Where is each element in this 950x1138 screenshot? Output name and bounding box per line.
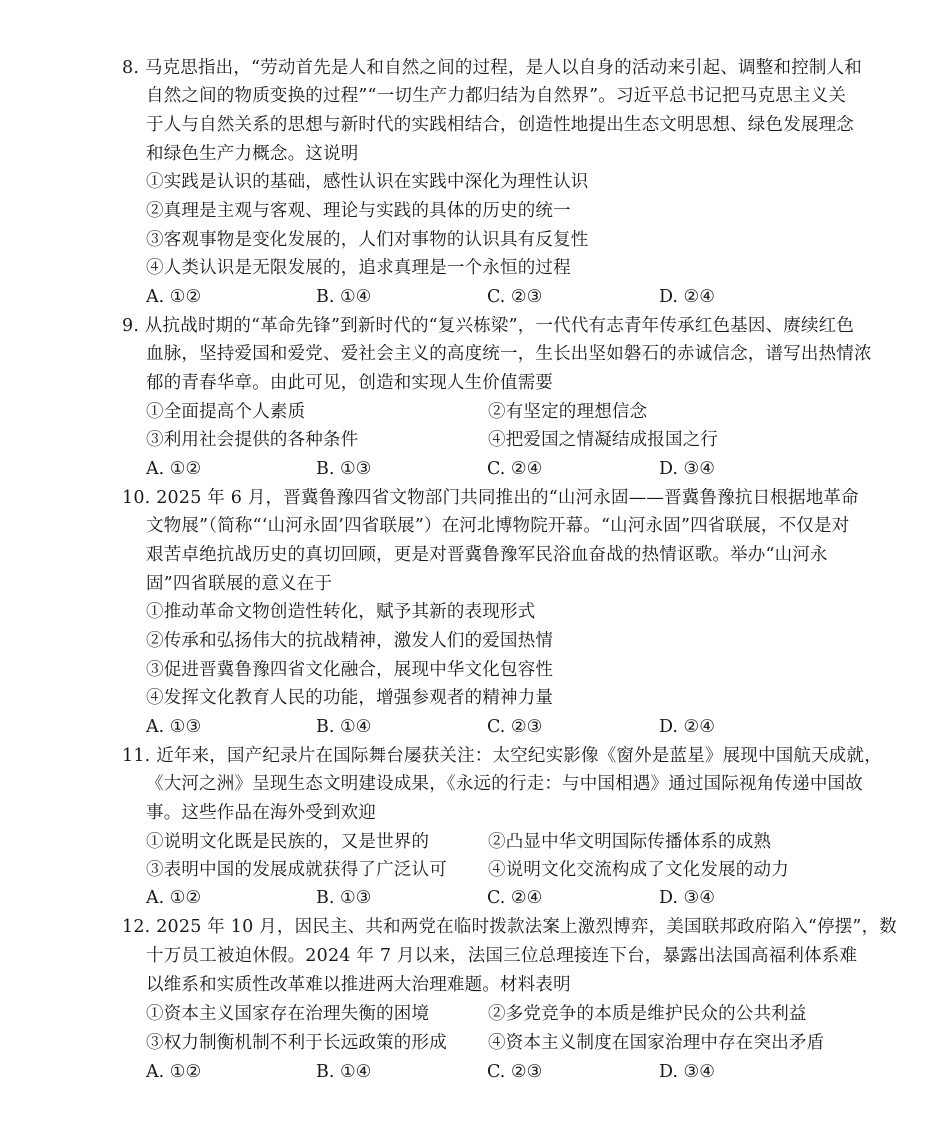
question-8-statement-3: ③客观事物是变化发展的，人们对事物的认识具有反复性 — [146, 230, 589, 250]
question-11-choice-c[interactable]: C. ②④ — [487, 888, 543, 908]
question-12-statement-4: ④资本主义制度在国家治理中存在突出矛盾 — [488, 1033, 825, 1053]
question-12-choice-d[interactable]: D. ③④ — [659, 1062, 715, 1082]
question-12-statement-1: ①资本主义国家存在治理失衡的困境 — [146, 1004, 430, 1024]
question-8-choice-b[interactable]: B. ①④ — [316, 287, 372, 307]
question-9-statement-2: ②有坚定的理想信念 — [488, 402, 648, 422]
question-8-statement-4: ④人类认识是无限发展的，追求真理是一个永恒的过程 — [146, 258, 571, 278]
question-12-stem-line: 12. 2025 年 10 月，因民主、共和两党在临时拨款法案上激烈博弈，美国联邦政府陷入“停摆”，数 — [122, 917, 897, 937]
question-12-statement-3: ③权力制衡机制不利于长远政策的形成 — [146, 1033, 447, 1053]
question-8-stem-line: 8. 马克思指出，“劳动首先是人和自然之间的过程，是人以自身的活动来引起、调整和控制人和 — [122, 58, 863, 78]
question-9-choice-c[interactable]: C. ②④ — [487, 459, 543, 479]
question-12-choice-c[interactable]: C. ②③ — [487, 1062, 543, 1082]
question-10-stem-line: 固”四省联展的意义在于 — [146, 574, 333, 594]
question-11-statement-4: ④说明文化交流构成了文化发展的动力 — [488, 860, 789, 880]
question-8-statement-2: ②真理是主观与客观、理论与实践的具体的历史的统一 — [146, 201, 571, 221]
question-8-choice-a[interactable]: A. ①② — [146, 287, 202, 307]
question-8-stem-line: 于人与自然关系的思想与新时代的实践相结合，创造性地提出生态文明思想、绿色发展理念 — [146, 115, 854, 135]
question-11-stem-line: 《大河之洲》呈现生态文明建设成果，《永远的行走：与中国相遇》通过国际视角传递中国故 — [146, 774, 863, 794]
question-9-statement-4: ④把爱国之情凝结成报国之行 — [488, 430, 719, 450]
question-8-stem-line: 自然之间的物质变换的过程”“一切生产力都归结为自然界”。习近平总书记把马克思主义关 — [146, 86, 847, 106]
question-11-statement-2: ②凸显中华文明国际传播体系的成熟 — [488, 832, 772, 852]
question-11-choice-d[interactable]: D. ③④ — [659, 888, 715, 908]
question-10-statement-4: ④发挥文化教育人民的功能，增强参观者的精神力量 — [146, 688, 554, 708]
question-10-statement-3: ③促进晋冀鲁豫四省文化融合，展现中华文化包容性 — [146, 660, 554, 680]
question-8-statement-1: ①实践是认识的基础，感性认识在实践中深化为理性认识 — [146, 172, 589, 192]
question-8-stem-line: 和绿色生产力概念。这说明 — [146, 144, 359, 164]
question-12-stem-line: 以维系和实质性改革难以推进两大治理难题。材料表明 — [146, 975, 571, 995]
question-9-choice-d[interactable]: D. ③④ — [659, 459, 715, 479]
question-9-choice-b[interactable]: B. ①③ — [316, 459, 372, 479]
question-9-statement-1: ①全面提高个人素质 — [146, 402, 306, 422]
question-12-choice-a[interactable]: A. ①② — [146, 1062, 202, 1082]
question-11-stem-line: 11. 近年来，国产纪录片在国际舞台屡获关注：太空纪实影像《窗外是蓝星》展现中国航天成就， — [122, 746, 882, 766]
question-11-statement-1: ①说明文化既是民族的，又是世界的 — [146, 832, 430, 852]
question-10-stem-line: 艰苦卓绝抗战历史的真切回顾，更是对晋冀鲁豫军民浴血奋战的热情讴歌。举办“山河永 — [146, 545, 828, 565]
question-9-stem-line: 郁的青春华章。由此可见，创造和实现人生价值需要 — [146, 373, 554, 393]
question-10-choice-b[interactable]: B. ①④ — [316, 717, 372, 737]
question-9-stem-line: 血脉，坚持爱国和爱党、爱社会主义的高度统一，生长出坚如磐石的赤诚信念，谱写出热情浓 — [146, 344, 872, 364]
question-10-stem-line: 10. 2025 年 6 月，晋冀鲁豫四省文物部门共同推出的“山河永固——晋冀鲁豫抗日根据地革命 — [122, 488, 859, 508]
question-12-statement-2: ②多党竞争的本质是维护民众的公共利益 — [488, 1004, 807, 1024]
question-8-choice-d[interactable]: D. ②④ — [659, 287, 715, 307]
question-10-stem-line: 文物展”（简称“‘山河永固’四省联展”）在河北博物院开幕。“山河永固”四省联展，不仅是对 — [146, 516, 850, 536]
question-12-stem-line: 十万员工被迫休假。2024 年 7 月以来，法国三位总理接连下台，暴露出法国高福利体系难 — [146, 946, 858, 966]
question-8-choice-c[interactable]: C. ②③ — [487, 287, 543, 307]
question-10-statement-2: ②传承和弘扬伟大的抗战精神，激发人们的爱国热情 — [146, 631, 554, 651]
question-10-choice-d[interactable]: D. ②④ — [659, 717, 715, 737]
question-9-stem-line: 9. 从抗战时期的“革命先锋”到新时代的“复兴栋梁”，一代代有志青年传承红色基因、赓续红色 — [122, 316, 855, 336]
question-10-choice-c[interactable]: C. ②③ — [487, 717, 543, 737]
question-9-statement-3: ③利用社会提供的各种条件 — [146, 430, 359, 450]
question-11-choice-a[interactable]: A. ①② — [146, 888, 202, 908]
question-9-choice-a[interactable]: A. ①② — [146, 459, 202, 479]
question-12-choice-b[interactable]: B. ①④ — [316, 1062, 372, 1082]
question-11-choice-b[interactable]: B. ①③ — [316, 888, 372, 908]
question-10-choice-a[interactable]: A. ①③ — [146, 717, 202, 737]
question-10-statement-1: ①推动革命文物创造性转化，赋予其新的表现形式 — [146, 602, 536, 622]
question-11-stem-line: 事。这些作品在海外受到欢迎 — [146, 803, 377, 823]
question-11-statement-3: ③表明中国的发展成就获得了广泛认可 — [146, 860, 447, 880]
